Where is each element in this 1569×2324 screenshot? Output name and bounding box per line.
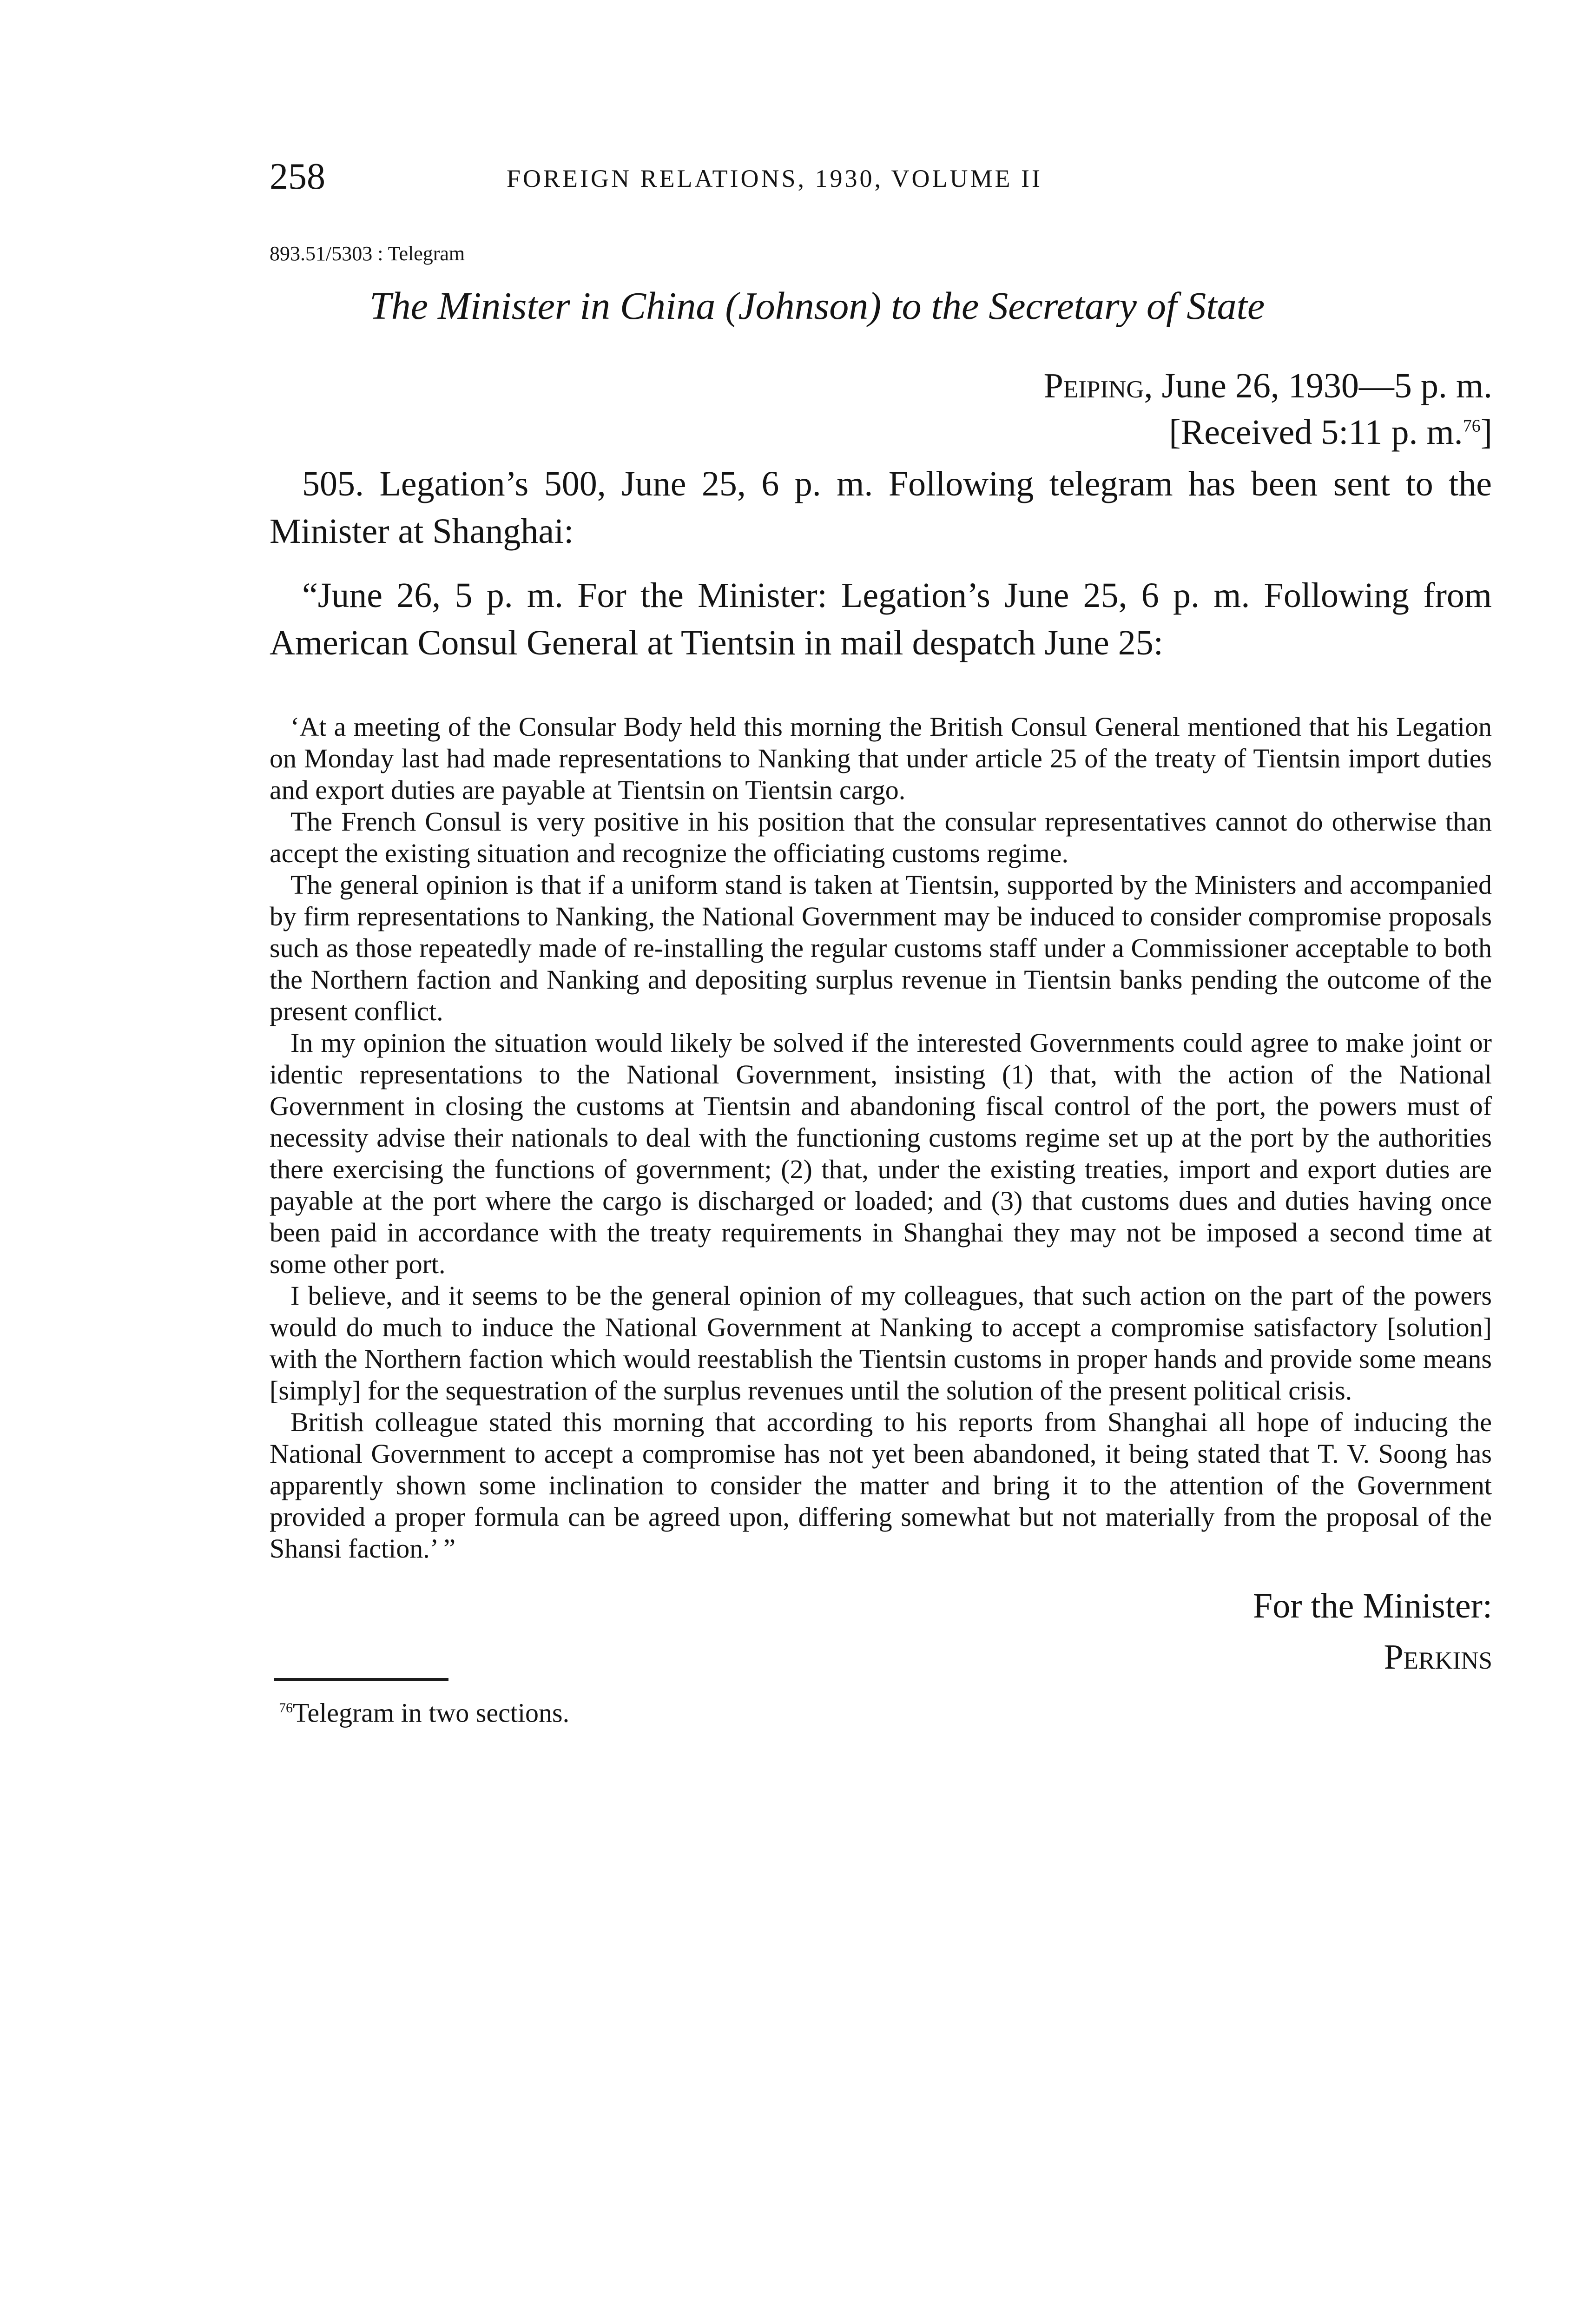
quote-paragraph: The general opinion is that if a uniform stand is taken at Tientsin, supported by the Ministers and accompanied by firm representations to Nanking, the National Government may be induced to consider compromise proposals such as those repeatedly made of re-installing the regular customs staff under a Commissioner acceptable to both the Northern faction and Nanking and depositing surplus revenue in Tientsin banks pending the outcome of the present conflict. (270, 870, 1492, 1026)
dateline (1044, 363, 1492, 456)
quote-paragraph: I believe, and it seems to be the general opinion of my colleagues, that such action on the part of the powers would do much to induce the National Government at Nanking to accept a compromise satisfactory [solution] with the Northern faction which would reestablish the Tientsin customs in proper hands and provide some means [simply] for the sequestration of the surplus revenues until the solution of the present political crisis. (270, 1281, 1492, 1406)
dateline-place-date (1044, 363, 1492, 409)
document-heading: The Minister in China (Johnson) to the Secretary of State (369, 284, 1265, 328)
signature-line: For the Minister: (1253, 1586, 1492, 1625)
quote-paragraph: The French Consul is very positive in his position that the consular representatives cannot do otherwise than accept the existing situation and recognize the officiating customs regime. (270, 806, 1492, 868)
paragraph-telegram-text: “June 26, 5 p. m. For the Minister: Legation’s June 25, 6 p. m. Following from American Consul General at Tientsin in mail despatch June 25: (270, 576, 1492, 662)
quote-paragraph: ‘At a meeting of the Consular Body held this morning the British Consul General mentioned that his Legation on Monday last had made representations to Nanking that under article 25 of the treaty of Tientsin import duties and export duties are payable at Tientsin on Tientsin cargo. (270, 712, 1492, 805)
file-reference: 893.51/5303 : Telegram (270, 242, 465, 265)
quoted-despatch (270, 711, 1492, 1565)
footnote-ref: 76 (1463, 416, 1481, 436)
paragraph-telegram (270, 572, 1492, 667)
dateline-place: Peiping, (1043, 366, 1153, 405)
paragraph-505 (270, 460, 1492, 555)
paragraph-505-text: 505. Legation’s 500, June 25, 6 p. m. Following telegram has been sent to the Minister at Shanghai: (270, 464, 1492, 551)
footnote-mark: 76 (279, 1700, 293, 1716)
signature-name: Perkins (1384, 1637, 1492, 1677)
running-title: FOREIGN RELATIONS, 1930, VOLUME II (507, 165, 1042, 192)
signature-block (1253, 1580, 1492, 1683)
running-head (270, 156, 1524, 202)
dateline-date: June 26, 1930—5 p. m. (1161, 366, 1492, 405)
dateline-received: [Received 5:11 p. m.$^{76}$] (1169, 413, 1492, 452)
footnote-text: Telegram in two sections. (293, 1697, 570, 1728)
quote-paragraph: British colleague stated this morning that according to his reports from Shanghai all hope of inducing the National Government to accept a compromise has not yet been abandoned, it being stated that T. V. Soong has apparently shown some inclination to consider the matter and bring it to the attention of the Government provided a proper formula can be agreed upon, differing somewhat but not materially from the proposal of the Shansi faction.’ ” (270, 1407, 1492, 1564)
footnote (279, 1692, 569, 1729)
quote-paragraph: In my opinion the situation would likely be solved if the interested Governments could agree to make joint or identic representations to the National Government, insisting (1) that, with the action of the National Government in closing the customs at Tientsin and abandoning fiscal control of the port, the powers must of necessity advise their nationals to deal with the functioning customs regime set up at the port by the authorities there exercising the functions of government; (2) that, under the existing treaties, import and export duties are payable at the port where the cargo is discharged or loaded; and (3) that customs dues and duties having once been paid in accordance with the treaty requirements in Shanghai they may not be imposed a second time at some other port. (270, 1028, 1492, 1279)
page-number: 258 (270, 156, 325, 197)
footnote-divider (274, 1678, 448, 1681)
